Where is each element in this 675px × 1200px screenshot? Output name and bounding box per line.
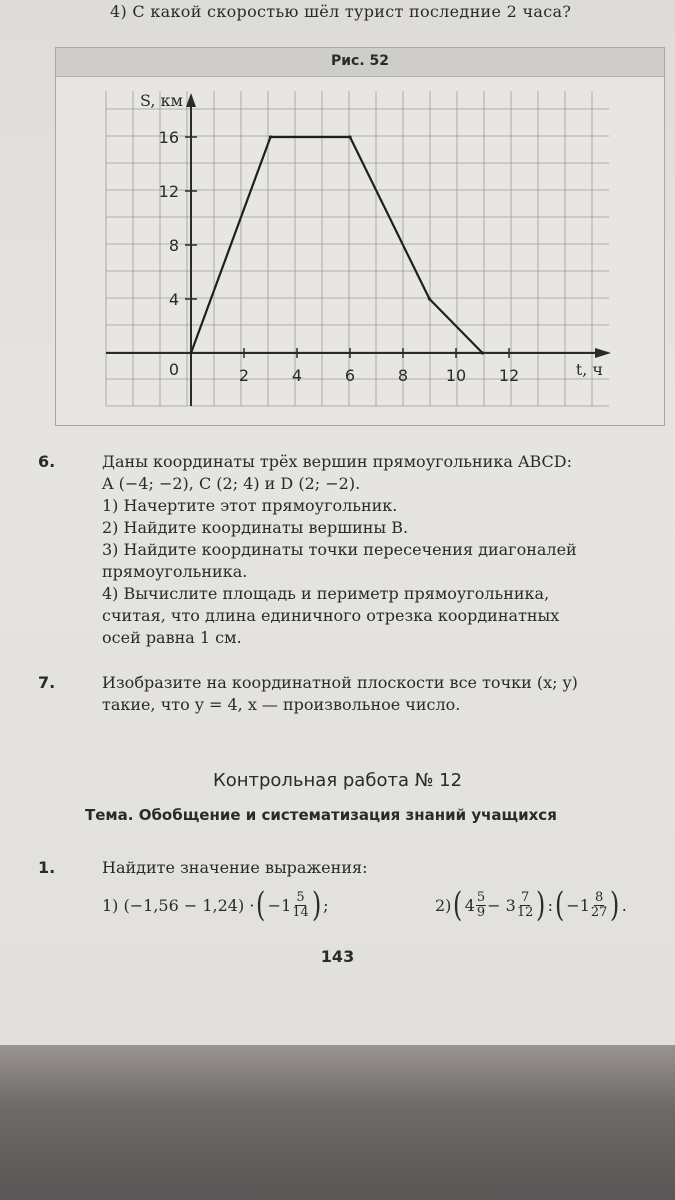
- task-line: A (−4; −2), C (2; 4) и D (2; −2).: [102, 474, 361, 493]
- data-point: [428, 297, 431, 300]
- question-4: 4) С какой скоростью шёл турист последние 2 часа?: [110, 2, 572, 21]
- task-line: Найдите значение выражения:: [102, 858, 368, 877]
- left-paren: (: [555, 885, 565, 925]
- task-line: считая, что длина единичного отрезка координатных: [102, 606, 560, 625]
- x-tick-label: 4: [291, 366, 303, 385]
- expr-suffix: ;: [323, 895, 329, 915]
- x-tick-label: 10: [445, 366, 467, 385]
- fraction: [292, 891, 309, 920]
- data-point: [348, 135, 351, 138]
- left-paren: (: [453, 885, 463, 925]
- figure-caption: Рис. 52: [330, 53, 390, 69]
- task-number: 6.: [38, 452, 56, 471]
- x-tick-label: 2: [238, 366, 250, 385]
- expr-suffix: .: [621, 895, 627, 915]
- y-tick-label: 16: [158, 128, 179, 147]
- right-paren: ): [311, 885, 322, 925]
- task-line: 4) Вычислите площадь и периметр прямоугольника,: [102, 584, 550, 603]
- fraction: [517, 891, 534, 920]
- fraction: [591, 891, 608, 920]
- control-work-theme: Тема. Обобщение и систематизация знаний учащихся: [85, 806, 557, 824]
- expr-prefix: 1) (−1,56 − 1,24) ·: [102, 895, 255, 915]
- y-tick-label: 12: [158, 182, 179, 201]
- task-line: 1) Начертите этот прямоугольник.: [102, 496, 398, 515]
- numerator: 8: [595, 889, 604, 905]
- denominator: 14: [292, 904, 309, 920]
- data-point: [269, 135, 272, 138]
- x-tick-label: 12: [498, 366, 520, 385]
- task-number: 7.: [38, 673, 56, 692]
- expr-sign: −1: [267, 895, 292, 915]
- whole-part: 4: [464, 895, 475, 915]
- numerator: 7: [520, 889, 530, 905]
- background-shadow: [0, 1045, 675, 1200]
- right-paren: ): [536, 885, 546, 925]
- y-axis-label: S, км: [139, 91, 183, 110]
- task-line: 2) Найдите координаты вершины B.: [102, 518, 409, 537]
- task-line: прямоугольника.: [102, 562, 248, 581]
- page-number: 143: [320, 947, 355, 966]
- minus-whole: − 3: [487, 895, 516, 915]
- task-number: 1.: [38, 858, 56, 877]
- y-axis-arrow: [186, 93, 196, 107]
- fraction: [476, 891, 486, 920]
- x-axis-arrow: [595, 348, 611, 358]
- numerator: 5: [476, 889, 486, 905]
- expression-1: [102, 885, 329, 925]
- task-line: Изобразите на координатной плоскости все точки (x; y): [102, 673, 578, 692]
- expr-prefix: 2): [435, 895, 452, 915]
- expression-2: [435, 885, 627, 925]
- x-tick-label: 8: [397, 366, 409, 385]
- denominator: 9: [476, 904, 486, 920]
- figure-52: [55, 47, 665, 426]
- divide-sign: :: [547, 895, 554, 915]
- denominator: 27: [590, 904, 608, 920]
- task-line: осей равна 1 см.: [102, 628, 242, 647]
- data-point: [481, 351, 484, 354]
- numerator: 5: [296, 889, 305, 905]
- control-work-title: Контрольная работа № 12: [212, 770, 463, 791]
- x-tick-label: 6: [344, 366, 356, 385]
- y-tick-label: 8: [168, 236, 179, 255]
- distance-time-chart: [56, 48, 664, 425]
- y-tick-label: 4: [168, 290, 179, 309]
- task-line: такие, что y = 4, x — произвольное число.: [102, 695, 461, 714]
- whole-part: −1: [566, 895, 590, 915]
- denominator: 12: [516, 904, 534, 920]
- origin-label: 0: [168, 360, 179, 379]
- task-line: Даны координаты трёх вершин прямоугольника ABCD:: [102, 452, 573, 471]
- task-line: 3) Найдите координаты точки пересечения диагоналей: [102, 540, 577, 559]
- series-line: [191, 137, 483, 353]
- left-paren: (: [256, 885, 266, 925]
- data-point: [189, 351, 192, 354]
- x-axis-label: t, ч: [575, 360, 603, 379]
- right-paren: ): [610, 885, 620, 925]
